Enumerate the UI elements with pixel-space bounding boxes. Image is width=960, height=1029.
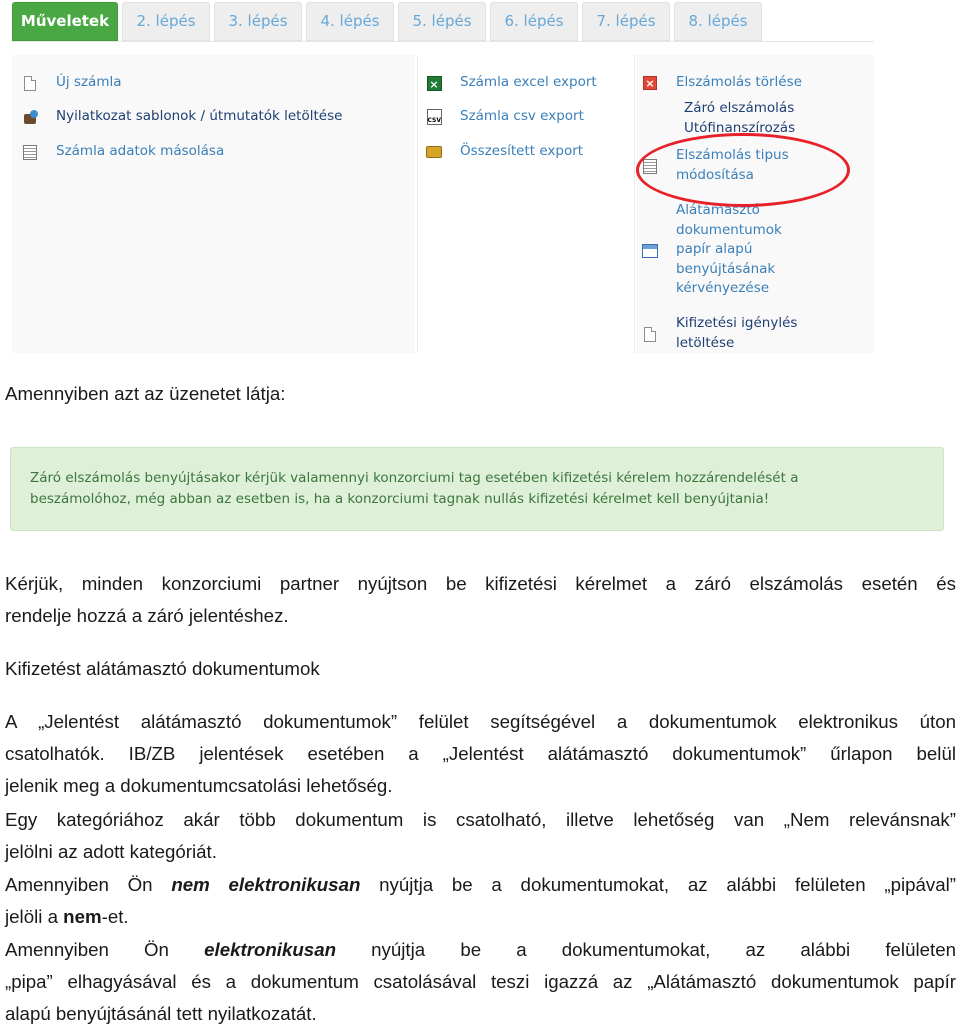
tab-step-2[interactable]: 2. lépés: [122, 2, 210, 41]
payment-request-download-link[interactable]: Kifizetési igénylés letöltése: [642, 314, 797, 353]
paragraph-1: Kérjük, minden konzorciumi partner nyújtson be kifizetési kérelmet a záró elszámolás esetén és rendelje hozzá a záró jelentéshez.: [5, 573, 956, 627]
paragraph-2: A „Jelentést alátámasztó dokumentumok” felület segítségével a dokumentumok elektronikus úton csatolhatók. IB/ZB jelentések esetében a „Jelentést alátámasztó dokumentumok” űrlapon belül jelenik meg a dokumentumcsatolási lehetőség.: [5, 711, 956, 797]
templates-download-link[interactable]: Nyilatkozat sablonok / útmutatók letöltése: [22, 107, 342, 127]
delete-icon: ×: [642, 75, 658, 91]
window-icon: [642, 243, 658, 259]
new-invoice-link[interactable]: Új számla: [22, 73, 122, 93]
tab-step-4[interactable]: 4. lépés: [306, 2, 394, 41]
document-icon: [642, 326, 658, 342]
notice-line-1: Záró elszámolás benyújtásakor kérjük valamennyi konzorciumi tag esetében kifizetési kérelem hozzárendelését a: [30, 470, 799, 486]
step-tabs: [12, 2, 766, 42]
delete-settlement-link[interactable]: × Elszámolás törlése: [642, 73, 802, 93]
excel-icon: ×: [426, 75, 442, 91]
actions-column-1: [12, 55, 415, 353]
template-icon: [22, 109, 38, 125]
section-heading: Kifizetést alátámasztó dokumentumok: [5, 658, 320, 679]
closing-settlement-label: Záró elszámolás: [684, 100, 795, 116]
tab-step-7[interactable]: 7. lépés: [582, 2, 670, 41]
copy-icon: [22, 144, 38, 160]
tab-step-6[interactable]: 6. lépés: [490, 2, 578, 41]
folder-icon: [426, 144, 442, 160]
success-notice: [10, 447, 944, 531]
paragraph-5: Amennyiben Ön elektronikusan nyújtja be a dokumentumokat, az alábbi felületen „pipa” elhagyásával és a dokumentum csatolásával teszi igazzá az „Alátámasztó dokumentumok papír alapú benyújtásánál tett nyilatkozatát.: [5, 939, 957, 1025]
csv-icon: CSV: [426, 109, 442, 125]
tab-divider: [12, 41, 874, 42]
paragraph-3: Egy kategóriához akár több dokumentum is csatolható, illetve lehetőség van „Nem relevánsnak” jelölni az adott kategóriát.: [5, 809, 956, 863]
document-icon: [22, 75, 38, 91]
copy-invoice-data-link[interactable]: Számla adatok másolása: [22, 142, 224, 162]
tab-muveletek[interactable]: Műveletek: [12, 2, 118, 41]
summary-export-link[interactable]: Összesített export: [426, 142, 583, 162]
intro-text: Amennyiben azt az üzenetet látja:: [5, 383, 286, 404]
excel-export-link[interactable]: × Számla excel export: [426, 73, 597, 93]
tab-step-8[interactable]: 8. lépés: [674, 2, 762, 41]
post-financing-label: Utófinanszírozás: [684, 120, 796, 136]
tab-step-5[interactable]: 5. lépés: [398, 2, 486, 41]
paper-submission-request-link[interactable]: Alátámasztó dokumentumok papír alapú benyújtásának kérvényezése: [642, 201, 782, 299]
csv-export-link[interactable]: CSV Számla csv export: [427, 108, 584, 124]
change-settlement-type-link[interactable]: Elszámolás tipus módosítása: [642, 146, 789, 185]
actions-column-2: [417, 55, 635, 353]
highlight-oval: [636, 133, 850, 207]
embedded-screenshot: [12, 0, 874, 353]
paragraph-4: Amennyiben Ön nem elektronikusan nyújtja be a dokumentumokat, az alábbi felületen „pipával” jelöli a nem-et.: [5, 874, 957, 928]
tab-step-3[interactable]: 3. lépés: [214, 2, 302, 41]
notice-line-2: beszámolóhoz, még abban az esetben is, ha a konzorciumi tagnak nullás kifizetési kérelmet kell benyújtania!: [30, 491, 770, 507]
